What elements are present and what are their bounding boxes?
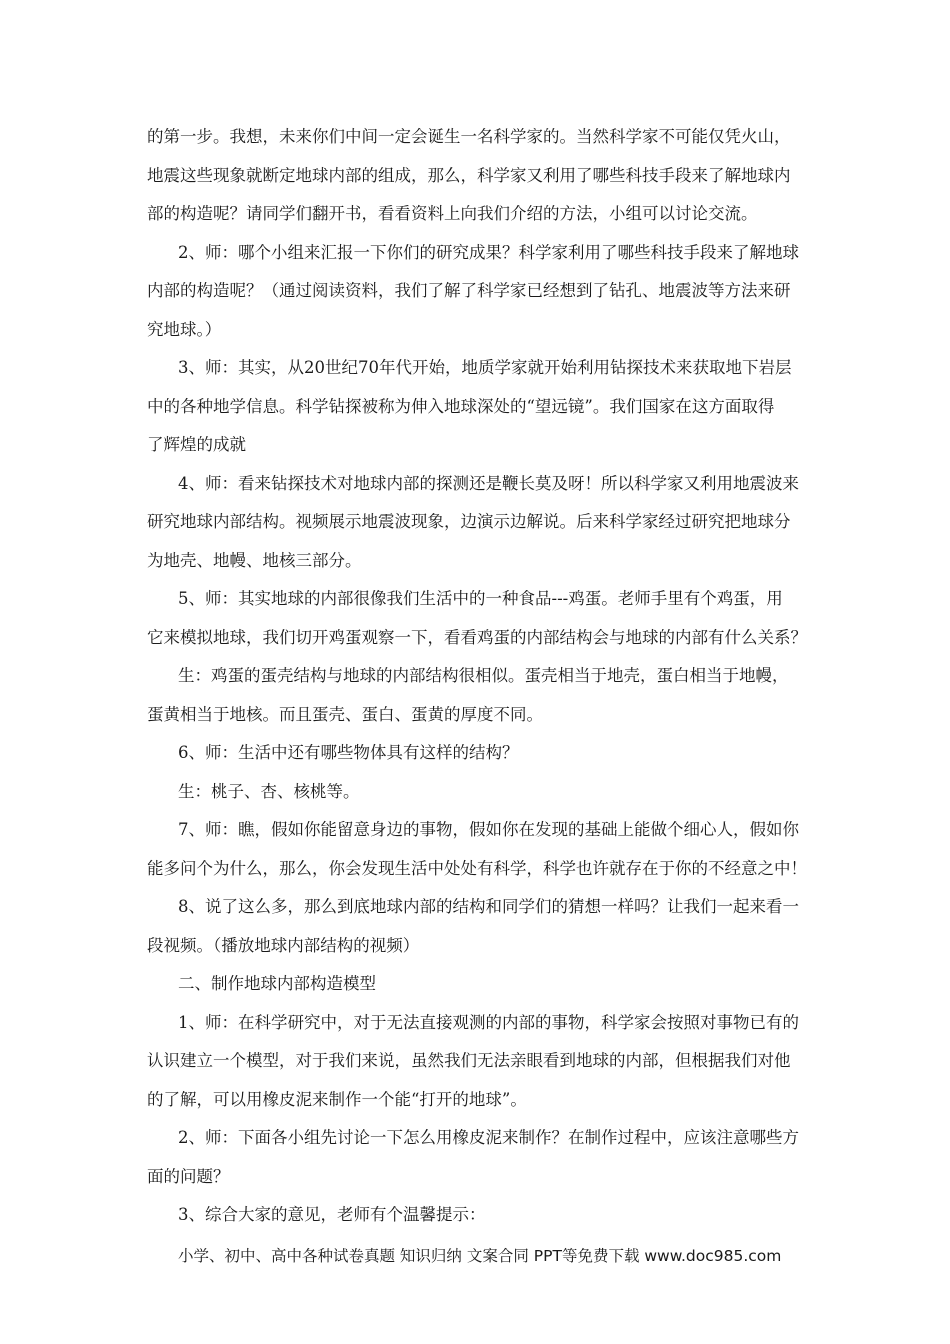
text-line: 研究地球内部结构。视频展示地震波现象，边演示边解说。后来科学家经过研究把地球分 [147,512,791,531]
text-line: 的了解，可以用橡皮泥来制作一个能“打开的地球”。 [147,1090,527,1109]
text-line: 的第一步。我想，未来你们中间一定会诞生一名科学家的。当然科学家不可能仅凭火山， [147,127,791,146]
text-line: 面的问题？ [147,1167,230,1186]
text-line: 8、说了这么多，那么到底地球内部的结构和同学们的猜想一样吗？让我们一起来看一 [178,897,799,916]
text-line: 它来模拟地球，我们切开鸡蛋观察一下，看看鸡蛋的内部结构会与地球的内部有什么关系？ [147,628,807,647]
text-line: 2、师：下面各小组先讨论一下怎么用橡皮泥来制作？在制作过程中，应该注意哪些方 [178,1128,799,1147]
text-line: 5、师：其实地球的内部很像我们生活中的一种食品---鸡蛋。老师手里有个鸡蛋，用 [178,589,783,608]
text-line: 究地球。） [147,320,222,339]
text-line: 3、师：其实，从20世纪70年代开始，地质学家就开始利用钻探技术来获取地下岩层 [178,358,792,377]
text-line: 能多问个为什么，那么，你会发现生活中处处有科学，科学也许就存在于你的不经意之中！ [147,859,807,878]
text-line: 了辉煌的成就 [147,435,246,454]
text-line: 3、综合大家的意见，老师有个温馨提示： [178,1205,486,1224]
text-line: 内部的构造呢？（通过阅读资料，我们了解了科学家已经想到了钻孔、地震波等方法来研 [147,281,791,300]
text-line: 认识建立一个模型，对于我们来说，虽然我们无法亲眼看到地球的内部，但根据我们对他 [147,1051,791,1070]
text-line: 段视频。（播放地球内部结构的视频） [147,936,420,955]
text-line: 6、师：生活中还有哪些物体具有这样的结构？ [178,743,519,762]
text-line: 1、师：在科学研究中，对于无法直接观测的内部的事物，科学家会按照对事物已有的 [178,1013,799,1032]
text-line: 地震这些现象就断定地球内部的组成，那么，科学家又利用了哪些科技手段来了解地球内 [147,166,791,185]
text-line: 7、师：瞧，假如你能留意身边的事物，假如你在发现的基础上能做个细心人，假如你 [178,820,799,839]
text-line: 部的构造呢？请同学们翻开书，看看资料上向我们介绍的方法，小组可以讨论交流。 [147,204,758,223]
text-line: 为地壳、地幔、地核三部分。 [147,551,362,570]
text-line: 蛋黄相当于地核。而且蛋壳、蛋白、蛋黄的厚度不同。 [147,705,543,724]
page-footer: 小学、初中、高中各种试卷真题 知识归纳 文案合同 PPT等免费下载 www.doc985.com [178,1247,782,1265]
text-line: 2、师：哪个小组来汇报一下你们的研究成果？科学家利用了哪些科技手段来了解地球 [178,243,799,262]
text-line: 生：鸡蛋的蛋壳结构与地球的内部结构很相似。蛋壳相当于地壳，蛋白相当于地幔， [178,666,789,685]
text-line: 中的各种地学信息。科学钻探被称为伸入地球深处的“望远镜”。我们国家在这方面取得 [147,397,775,416]
section-heading: 二、制作地球内部构造模型 [178,974,376,993]
text-line: 生：桃子、杏、核桃等。 [178,782,360,801]
text-line: 4、师：看来钻探技术对地球内部的探测还是鞭长莫及呀！所以科学家又利用地震波来 [178,474,799,493]
